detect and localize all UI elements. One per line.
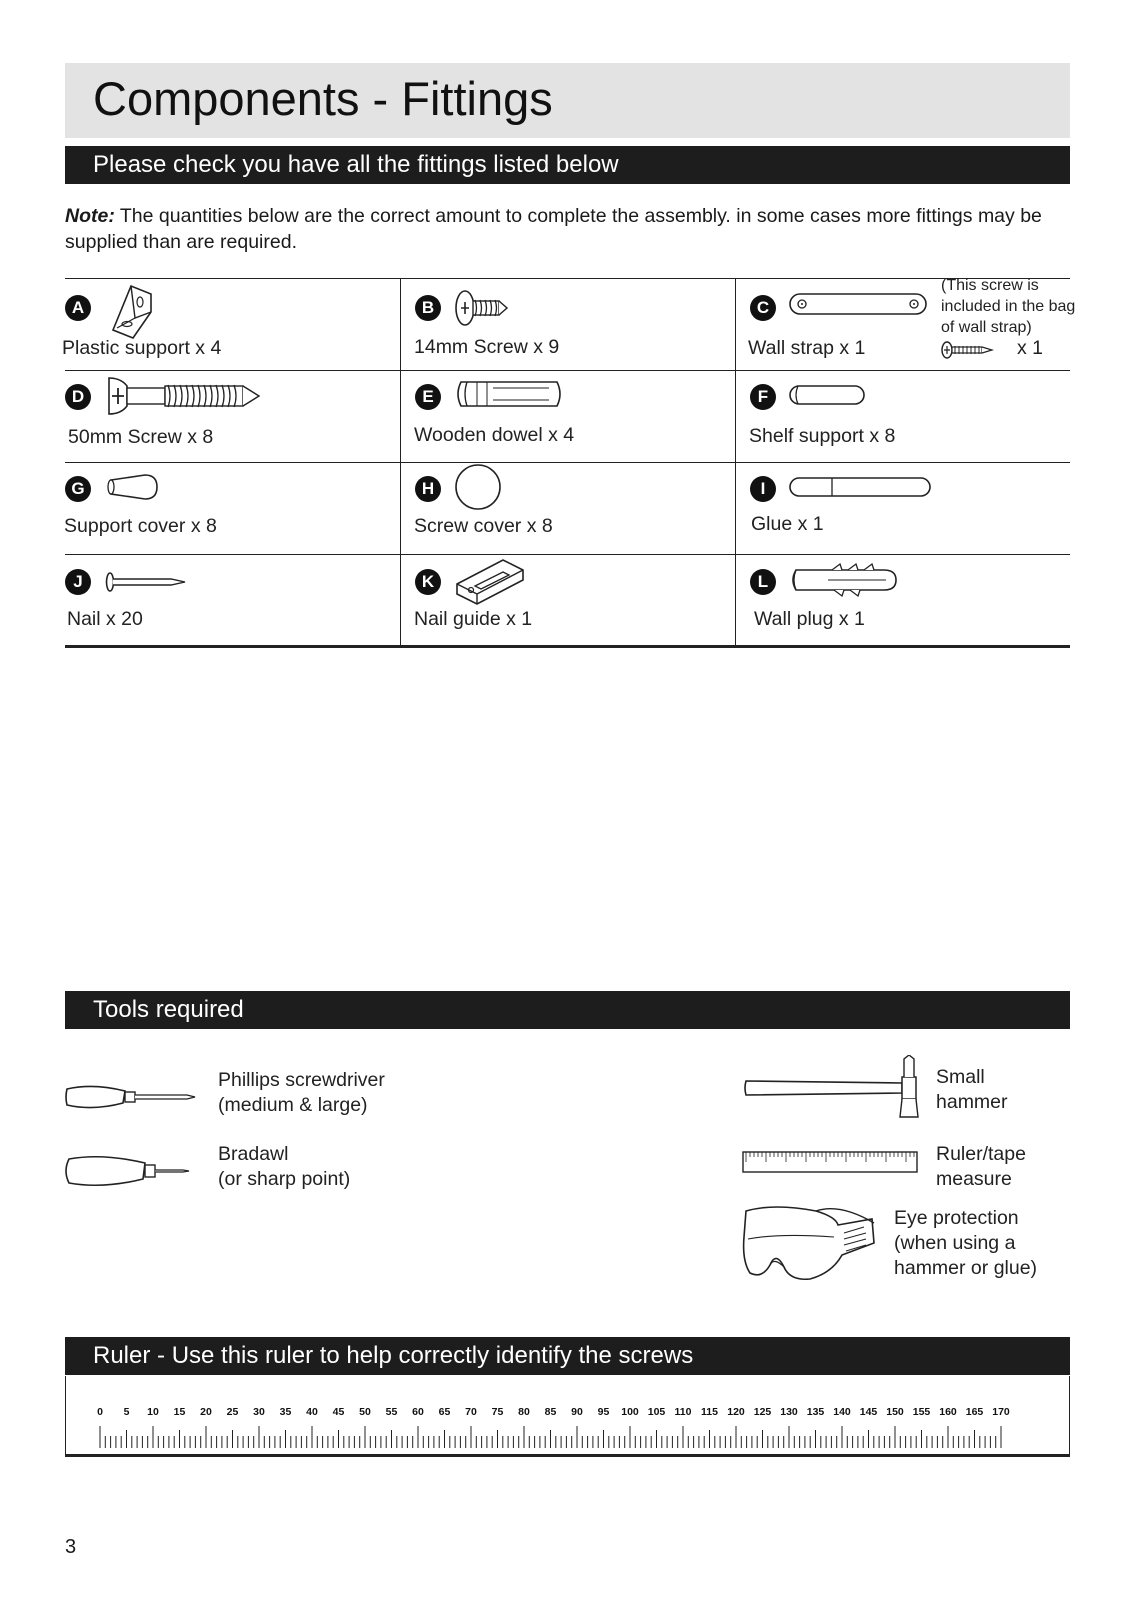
screwdriver-icon bbox=[63, 1077, 203, 1117]
ruler-label: 140 bbox=[833, 1406, 851, 1418]
fitting-letter: C bbox=[750, 295, 776, 321]
fitting-letter: F bbox=[750, 384, 776, 410]
tool-line: hammer or glue) bbox=[894, 1257, 1038, 1279]
fitting-letter: A bbox=[65, 295, 91, 321]
check-banner-text: Please check you have all the fittings listed below bbox=[93, 151, 619, 178]
fitting-label: Wall plug x 1 bbox=[754, 608, 865, 630]
tool-line: Small bbox=[936, 1066, 985, 1088]
ruler-label: 130 bbox=[780, 1406, 798, 1418]
fitting-label: Plastic support x 4 bbox=[62, 337, 222, 359]
plastic-support-icon bbox=[105, 282, 163, 340]
ruler-tape-icon bbox=[742, 1150, 920, 1176]
fitting-letter: K bbox=[415, 569, 441, 595]
tool-hammer-label bbox=[936, 1065, 1008, 1115]
fitting-label: Support cover x 8 bbox=[64, 515, 217, 537]
tool-line: Bradawl bbox=[218, 1143, 289, 1165]
fitting-label: Wall strap x 1 bbox=[748, 337, 866, 359]
tool-bradawl-label bbox=[218, 1142, 350, 1192]
ruler bbox=[65, 1376, 1070, 1457]
ruler-label: 170 bbox=[992, 1406, 1010, 1418]
tool-line: hammer bbox=[936, 1091, 1008, 1113]
wall-strap-icon bbox=[788, 290, 928, 318]
fitting-letter: B bbox=[415, 295, 441, 321]
ruler-label: 25 bbox=[226, 1406, 239, 1418]
note-label: Note: bbox=[65, 205, 115, 227]
nail-icon bbox=[105, 570, 189, 594]
page-title-sub: Fittings bbox=[401, 72, 553, 125]
hammer-icon bbox=[742, 1055, 922, 1121]
tool-line: measure bbox=[936, 1168, 1012, 1190]
tool-line: (or sharp point) bbox=[218, 1168, 351, 1190]
ruler-label: 135 bbox=[806, 1406, 825, 1418]
fittings-grid bbox=[62, 277, 1076, 648]
fitting-letter: D bbox=[65, 384, 91, 410]
tool-ruler-label bbox=[936, 1142, 1026, 1192]
fitting-letter: G bbox=[65, 476, 91, 502]
ruler-label: 160 bbox=[939, 1406, 957, 1418]
fitting-h bbox=[415, 462, 749, 553]
nail-guide-icon bbox=[453, 554, 527, 606]
fitting-c bbox=[748, 277, 1076, 369]
page-title bbox=[93, 71, 553, 127]
ruler-label: 125 bbox=[753, 1406, 772, 1418]
fitting-label: Nail x 20 bbox=[67, 608, 143, 630]
wall-strap-screw-qty: x 1 bbox=[1017, 337, 1044, 359]
fitting-f bbox=[750, 370, 1084, 461]
page-number: 3 bbox=[65, 1536, 77, 1558]
long-screw-icon bbox=[105, 374, 265, 418]
check-banner bbox=[65, 146, 1070, 184]
screw-cover-icon bbox=[453, 462, 503, 512]
ruler-label: 120 bbox=[727, 1406, 745, 1418]
ruler-label: 110 bbox=[674, 1406, 692, 1418]
tool-line: (medium & large) bbox=[218, 1094, 368, 1116]
page-title-box bbox=[65, 63, 1070, 138]
fitting-label: Nail guide x 1 bbox=[414, 608, 533, 630]
grid-line bbox=[400, 278, 401, 646]
ruler-label: 150 bbox=[886, 1406, 904, 1418]
ruler-label: 75 bbox=[491, 1406, 504, 1418]
tool-screwdriver-label bbox=[218, 1068, 385, 1118]
ruler-label: 145 bbox=[859, 1406, 878, 1418]
ruler-label: 5 bbox=[123, 1406, 130, 1418]
ruler-banner-rest: - Use this ruler to help correctly identify the screws bbox=[150, 1342, 694, 1369]
ruler-label: 55 bbox=[385, 1406, 398, 1418]
glue-icon bbox=[788, 476, 934, 498]
ruler-banner-bold: Ruler bbox=[93, 1342, 151, 1369]
wall-strap-screw-icon bbox=[940, 340, 996, 360]
ruler-label: 115 bbox=[701, 1406, 718, 1418]
tools-banner-text: Tools required bbox=[93, 996, 244, 1023]
fitting-letter: J bbox=[65, 569, 91, 595]
fitting-label: Shelf support x 8 bbox=[749, 425, 896, 447]
support-cover-icon bbox=[105, 472, 161, 502]
shelf-support-icon bbox=[788, 384, 868, 406]
fitting-label: Wooden dowel x 4 bbox=[414, 424, 575, 446]
ruler-scale bbox=[66, 1376, 1069, 1454]
ruler-label: 90 bbox=[571, 1406, 583, 1418]
grid-line bbox=[65, 645, 1070, 648]
fitting-d bbox=[65, 370, 399, 461]
tool-line: Phillips screwdriver bbox=[218, 1069, 385, 1091]
tool-line: Eye protection bbox=[894, 1207, 1019, 1229]
ruler-label: 95 bbox=[597, 1406, 610, 1418]
ruler-label: 60 bbox=[412, 1406, 424, 1418]
ruler-label: 35 bbox=[279, 1406, 292, 1418]
ruler-label: 40 bbox=[306, 1406, 318, 1418]
ruler-banner-text bbox=[93, 1343, 693, 1369]
tool-line: (when using a bbox=[894, 1232, 1016, 1254]
ruler-label: 100 bbox=[621, 1406, 639, 1418]
fitting-label: Screw cover x 8 bbox=[414, 515, 553, 537]
ruler-label: 105 bbox=[647, 1406, 666, 1418]
ruler-label: 45 bbox=[332, 1406, 345, 1418]
fitting-a bbox=[62, 278, 399, 369]
fitting-i bbox=[750, 462, 1084, 553]
ruler-label: 85 bbox=[544, 1406, 557, 1418]
fitting-k bbox=[415, 554, 749, 645]
ruler-label: 70 bbox=[465, 1406, 477, 1418]
fitting-b bbox=[415, 278, 749, 369]
ruler-label: 65 bbox=[438, 1406, 451, 1418]
ruler-label: 165 bbox=[965, 1406, 984, 1418]
fitting-letter: L bbox=[750, 569, 776, 595]
fitting-g bbox=[65, 462, 399, 553]
ruler-label: 10 bbox=[147, 1406, 159, 1418]
ruler-label: 50 bbox=[359, 1406, 371, 1418]
short-screw-icon bbox=[453, 288, 513, 328]
wall-plug-icon bbox=[788, 562, 900, 598]
fitting-letter: H bbox=[415, 476, 441, 502]
ruler-label: 30 bbox=[253, 1406, 265, 1418]
note-text: The quantities below are the correct amount to complete the assembly. in some cases more fittings may be supplied than are required. bbox=[65, 205, 1042, 253]
ruler-label: 15 bbox=[173, 1406, 186, 1418]
tool-eye-protection-label bbox=[894, 1206, 1037, 1281]
fitting-e bbox=[415, 370, 749, 461]
fitting-label: 14mm Screw x 9 bbox=[414, 336, 560, 358]
wall-strap-screw-note: (This screw is included in the bag of wall strap) bbox=[941, 277, 1076, 336]
fitting-l bbox=[750, 554, 1084, 645]
fitting-letter: E bbox=[415, 384, 441, 410]
tools-banner bbox=[65, 991, 1070, 1029]
ruler-banner bbox=[65, 1337, 1070, 1375]
fitting-letter: I bbox=[750, 476, 776, 502]
ruler-label: 80 bbox=[518, 1406, 530, 1418]
ruler-label: 20 bbox=[200, 1406, 212, 1418]
tool-line: Ruler/tape bbox=[936, 1143, 1026, 1165]
fitting-label: Glue x 1 bbox=[751, 513, 824, 535]
fitting-j bbox=[65, 554, 399, 645]
bradawl-icon bbox=[63, 1151, 193, 1191]
ruler-label: 155 bbox=[912, 1406, 931, 1418]
note-paragraph bbox=[65, 203, 1070, 255]
page-title-main: Components - bbox=[93, 72, 402, 125]
safety-glasses-icon bbox=[740, 1203, 880, 1285]
wooden-dowel-icon bbox=[453, 378, 565, 410]
fitting-label: 50mm Screw x 8 bbox=[68, 426, 214, 448]
ruler-label: 0 bbox=[97, 1406, 103, 1418]
